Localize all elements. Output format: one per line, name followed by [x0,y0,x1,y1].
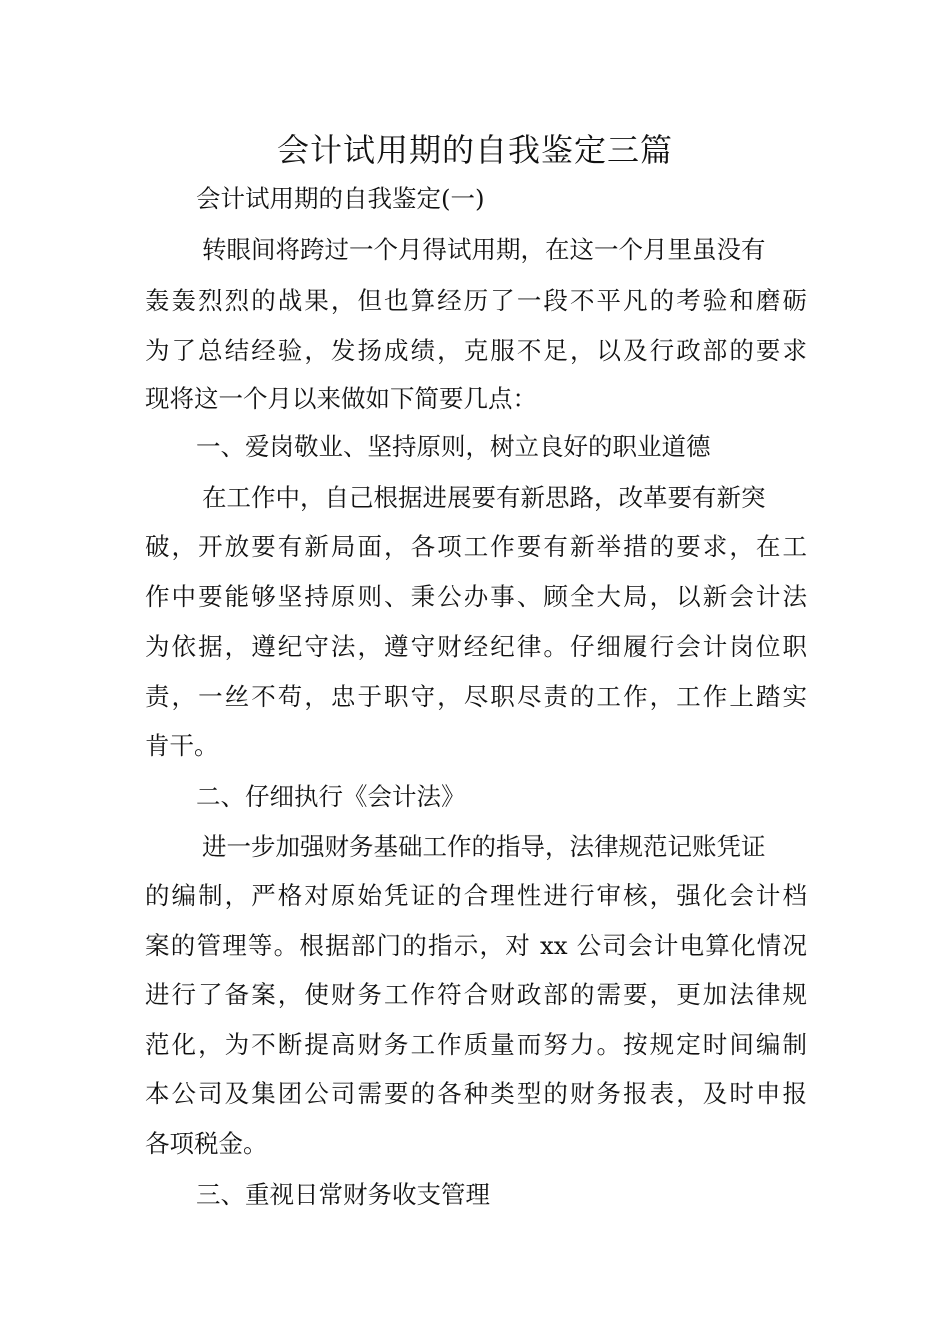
section2-line-7: 各项税金。 [145,1129,268,1158]
section1-line-3: 作中要能够坚持原则、秉公办事、顾全大局，以新会计法 [145,582,807,611]
section2-line-5: 范化，为不断提高财务工作质量而努力。按规定时间编制 [145,1030,807,1059]
section2-heading: 二、仔细执行《会计法》 [196,782,466,811]
section2-line-4: 进行了备案，使财务工作符合财政部的需要，更加法律规 [145,980,807,1009]
intro-line-1: 转眼间将跨过一个月得试用期，在这一个月里虽没有 [202,235,766,264]
section1-heading: 一、爱岗敬业、坚持原则，树立良好的职业道德 [196,432,711,461]
section2-line-2: 的编制，严格对原始凭证的合理性进行审核，强化会计档 [145,881,807,910]
intro-line-4: 现将这一个月以来做如下简要几点： [145,384,537,413]
section2-line-1: 进一步加强财务基础工作的指导，法律规范记账凭证 [202,832,766,861]
section1-line-5: 责，一丝不苟，忠于职守，尽职尽责的工作，工作上踏实 [145,682,807,711]
section1-line-1: 在工作中，自己根据进展要有新思路，改革要有新突 [202,483,766,512]
document-subtitle: 会计试用期的自我鉴定(一) [196,184,485,213]
section1-line-6: 肯干。 [145,731,219,760]
section3-heading: 三、重视日常财务收支管理 [196,1180,490,1209]
section1-line-4: 为依据，遵纪守法，遵守财经纪律。仔细履行会计岗位职 [145,632,807,661]
intro-line-3: 为了总结经验，发扬成绩，克服不足，以及行政部的要求 [145,336,807,365]
intro-line-2: 轰轰烈烈的战果，但也算经历了一段不平凡的考验和磨砺 [145,286,807,315]
section2-line-3: 案的管理等。根据部门的指示，对 xx 公司会计电算化情况 [145,931,807,960]
section1-line-2: 破，开放要有新局面，各项工作要有新举措的要求，在工 [145,532,807,561]
section2-line-6: 本公司及集团公司需要的各种类型的财务报表，及时申报 [145,1079,807,1108]
document-title: 会计试用期的自我鉴定三篇 [276,131,673,169]
